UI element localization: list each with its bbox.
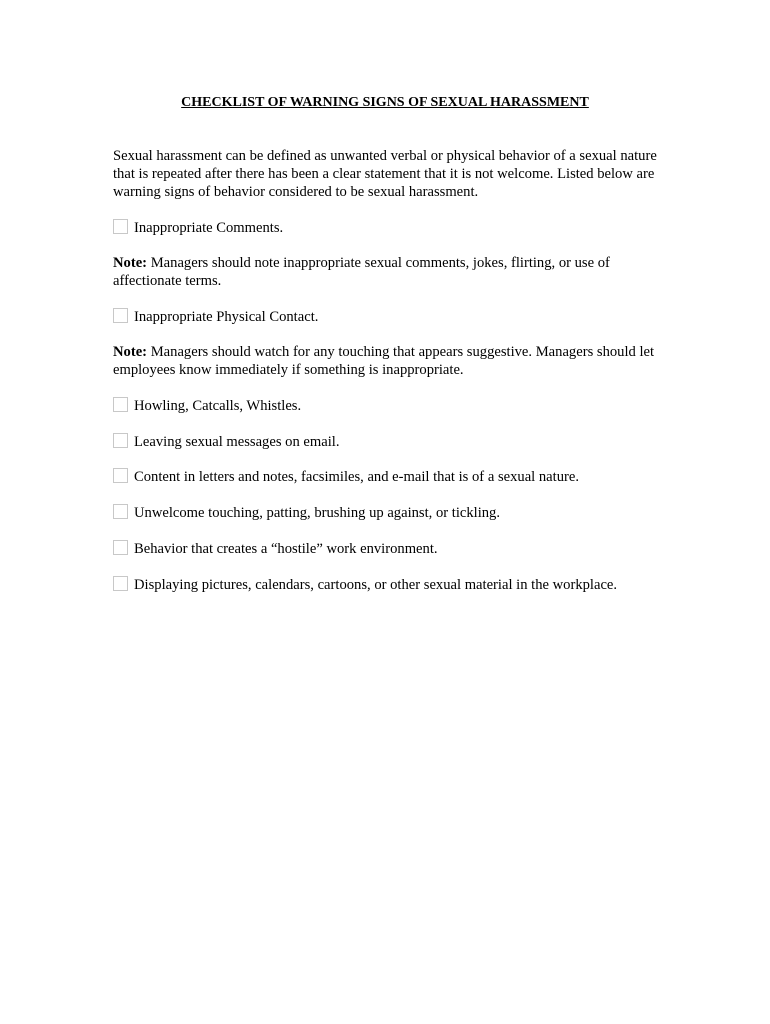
checklist-item-label: Leaving sexual messages on email. [134,434,340,450]
checklist-item-label: Content in letters and notes, facsimiles, and e-mail that is of a sexual nature. [134,469,579,485]
checklist-item-label: Inappropriate Physical Contact. [134,309,319,325]
checkbox[interactable] [113,397,128,412]
checkbox[interactable] [113,308,128,323]
checklist-item-label: Displaying pictures, calendars, cartoons, or other sexual material in the workplace. [134,577,618,593]
checkbox[interactable] [113,468,128,483]
note-text: Managers should watch for any touching that appears suggestive. Managers should let employees know immediately if something is inappropriate. [113,344,655,378]
checkbox[interactable] [113,504,128,519]
checkbox[interactable] [113,576,128,591]
document-title: CHECKLIST OF WARNING SIGNS OF SEXUAL HARASSMENT [181,95,589,110]
checkbox[interactable] [113,433,128,448]
checklist-item-label: Unwelcome touching, patting, brushing up against, or tickling. [134,505,500,521]
checklist-item-label: Behavior that creates a “hostile” work environment. [134,541,438,557]
note-comments [113,254,673,290]
note-physical-contact [113,343,673,379]
checklist-item-label: Inappropriate Comments. [134,220,284,236]
checklist-item-label: Howling, Catcalls, Whistles. [134,398,302,414]
intro-paragraph: Sexual harassment can be defined as unwanted verbal or physical behavior of a sexual nature that is repeated after there has been a clear statement that it is not welcome. Listed below are warning signs of behavior considered to be sexual harassment. [113,148,657,200]
checkbox[interactable] [113,540,128,555]
checkbox[interactable] [113,219,128,234]
note-prefix: Note: [113,255,148,271]
note-prefix: Note: [113,344,148,360]
note-text: Managers should note inappropriate sexual comments, jokes, flirting, or use of affectionate terms. [113,255,610,289]
